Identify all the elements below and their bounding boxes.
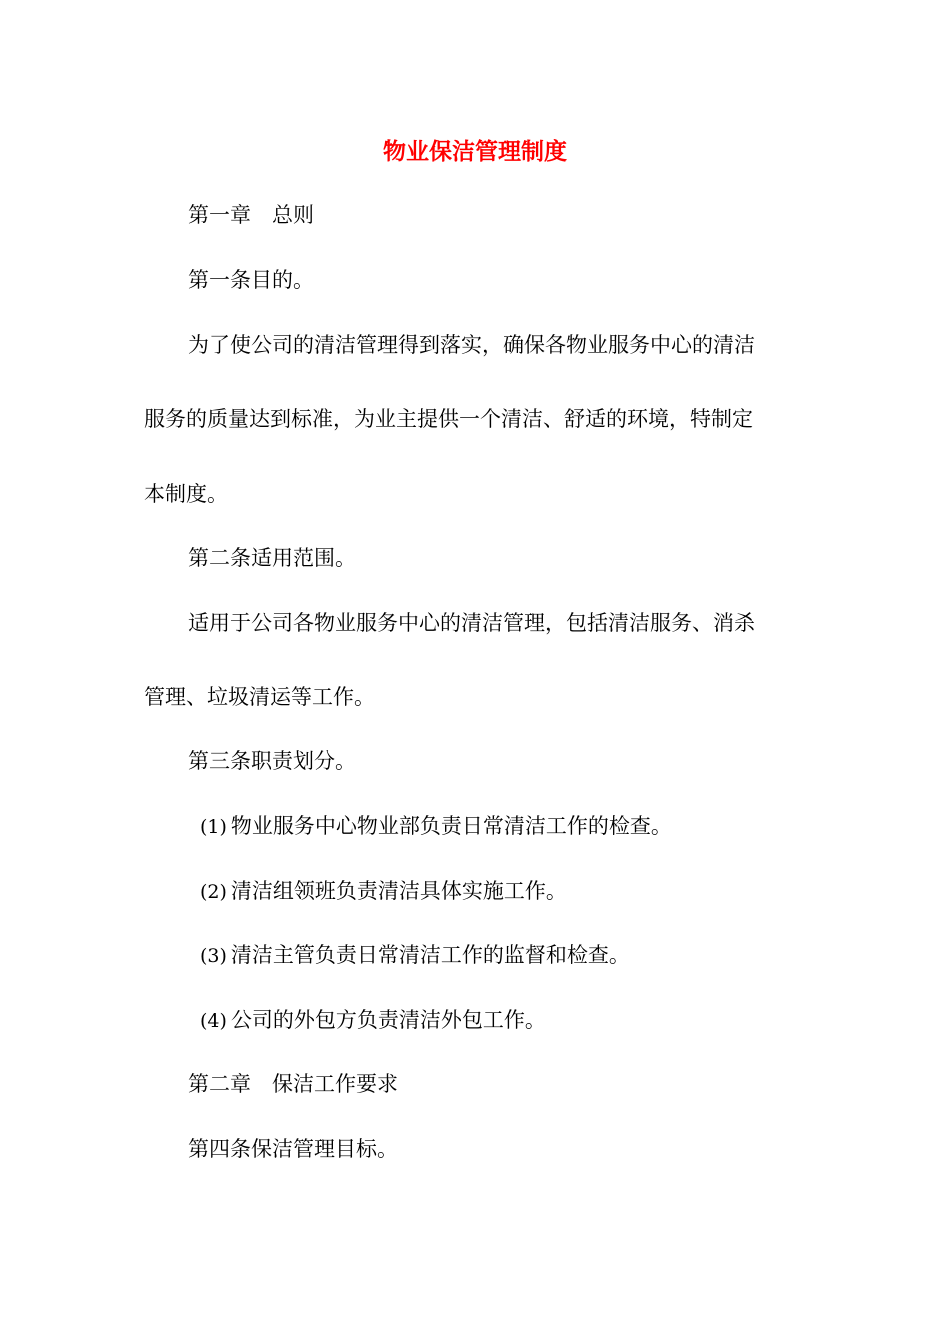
document-title: 物业保洁管理制度 [383, 139, 567, 165]
article-2-body-line-1: 适用于公司各物业服务中心的清洁管理，包括清洁服务、消杀 [188, 611, 755, 635]
duty-text: 公司的外包方负责清洁外包工作。 [230, 1008, 546, 1032]
duty-number: (3) [200, 945, 227, 967]
duty-text: 清洁主管负责日常清洁工作的监督和检查。 [230, 943, 630, 967]
article-1-body-line-2: 服务的质量达到标准，为业主提供一个清洁、舒适的环境，特制定 [144, 407, 753, 431]
article-4-heading: 第四条保洁管理目标。 [188, 1137, 398, 1161]
chapter-2-heading: 第二章 保洁工作要求 [188, 1072, 398, 1096]
duty-item-2 [200, 876, 567, 907]
duty-number: (1) [200, 816, 227, 838]
duty-item-1 [200, 811, 672, 842]
duty-number: (4) [200, 1010, 227, 1032]
duty-item-4 [200, 1005, 546, 1036]
article-2-body-line-2: 管理、垃圾清运等工作。 [144, 685, 375, 709]
chapter-1-heading: 第一章 总则 [188, 203, 314, 227]
article-1-body-line-3: 本制度。 [144, 482, 228, 506]
duty-number: (2) [200, 881, 227, 903]
duty-item-3 [200, 940, 630, 971]
duty-text: 物业服务中心物业部负责日常清洁工作的检查。 [230, 814, 672, 838]
article-1-body-line-1: 为了使公司的清洁管理得到落实，确保各物业服务中心的清洁 [188, 333, 755, 357]
article-1-heading: 第一条目的。 [188, 268, 314, 292]
article-3-heading: 第三条职责划分。 [188, 749, 356, 773]
article-2-heading: 第二条适用范围。 [188, 546, 356, 570]
duty-text: 清洁组领班负责清洁具体实施工作。 [230, 879, 567, 903]
